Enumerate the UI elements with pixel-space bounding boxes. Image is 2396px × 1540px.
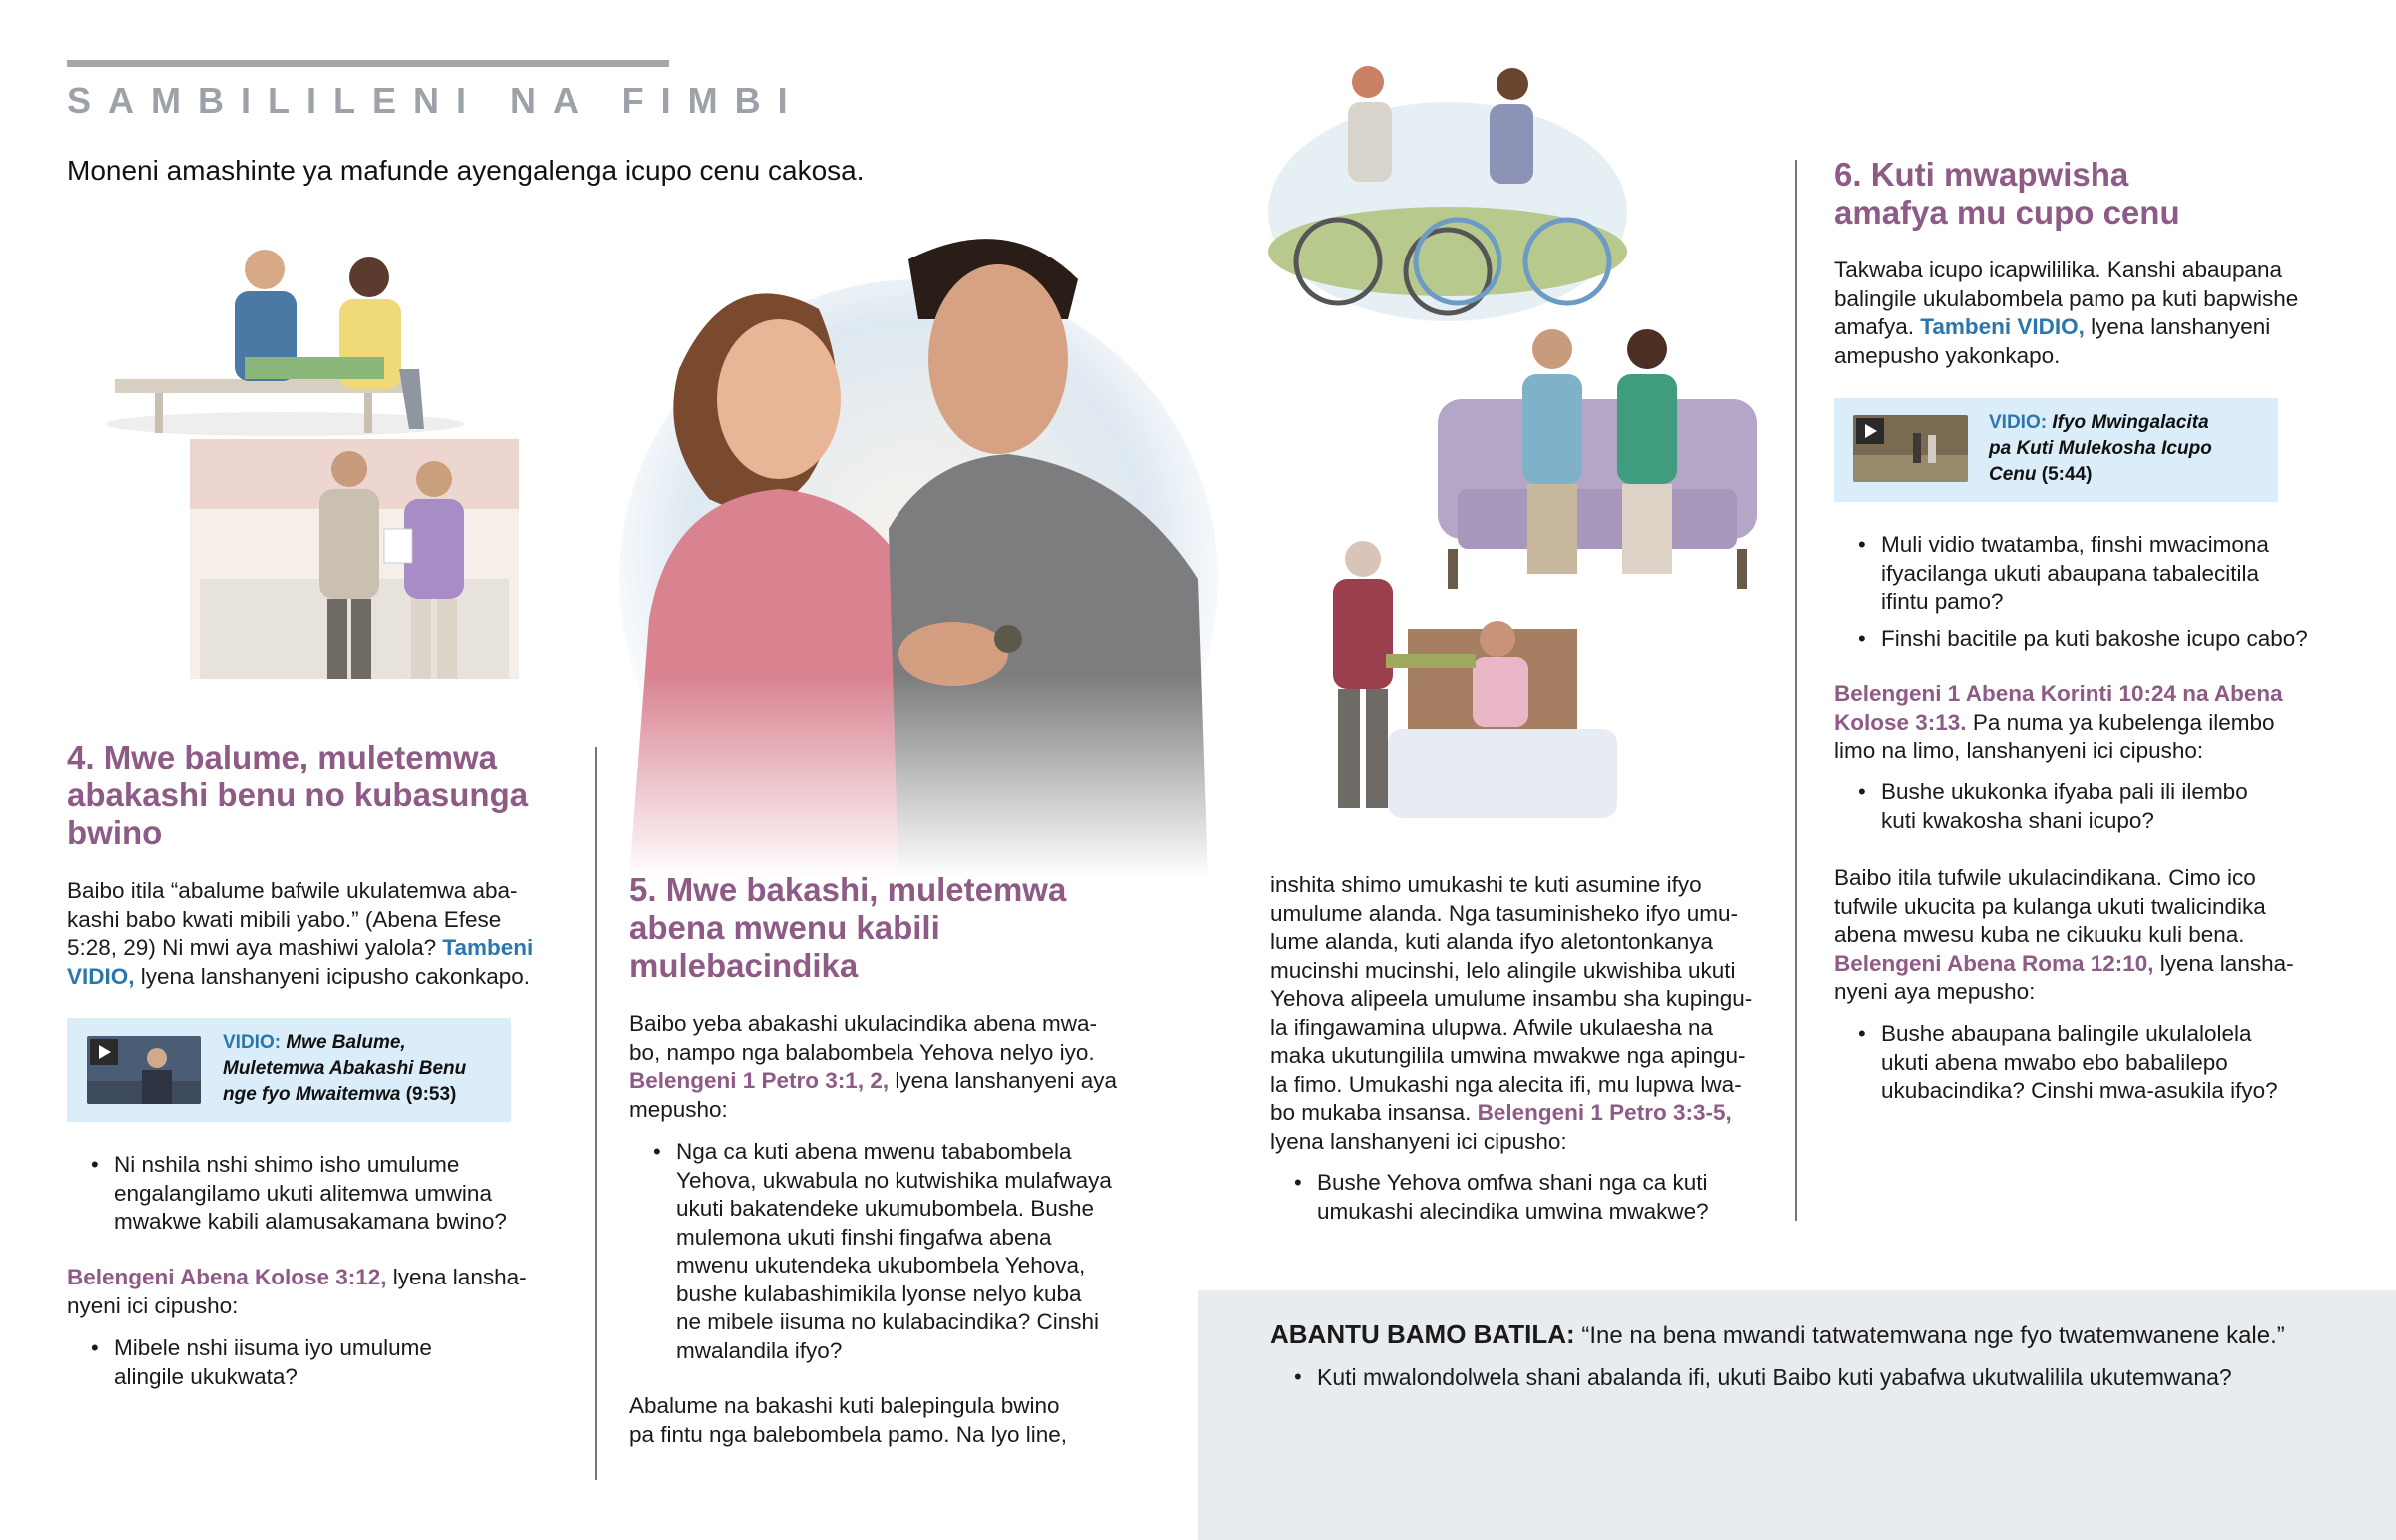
list-item: • Nga ca kuti abena mwenu tababombela Yehova, ukwabula no kutwishika mulafwaya ukuti bakatendeke ukumubombela. Bushe mulemona ukuti finshi fingafwa abena mwenu ukutendeka ukubombela Yehova, bushe kulabashimikila lyonse nelyo kuba ne mibele iisuma no kulabacindika? Cinshi mwalandila ifyo? (629, 1138, 1188, 1365)
list-item: • Bushe abaupana balingile ukulalolela ukuti abena mwabo ebo babalilepo ukubacindika? Cinshi mwa-asukila ifyo? (1834, 1020, 2393, 1106)
list-item: • Mibele nshi iisuma iyo umulume alingile ukukwata? (67, 1334, 586, 1391)
play-icon[interactable] (90, 1039, 118, 1065)
kicker-rule (67, 60, 669, 67)
section-6 (1834, 156, 2353, 232)
list-item: • Kuti mwalondolwela shani abalanda ifi, ukuti Baibo kuti yabafwa ukutwalilila ukutemwana? (1270, 1363, 2378, 1392)
section-4-paragraph: Baibo itila “abalume bafwile ukulatemwa aba- kashi babo kwati mibili yabo.” (Abena Efese 5:28, 29) Ni mwi aya mashiwi yalola? Tambeni VIDIO, lyena lanshanyeni icipusho cakonkapo. (67, 878, 534, 989)
section-6-reference: Belengeni 1 Abena Korinti 10:24 na Abena Kolose 3:13. Pa numa ya kubelenga ilembo limo na limo, lanshanyeni ici cipusho: (1834, 681, 2283, 763)
man-serving-sick-wife-illustration (1268, 539, 1617, 838)
list-item: • Ni nshila nshi shimo isho umulume engalangilamo ukuti alitemwa umwina mwakwe kabili alamusakamana bwino? (67, 1151, 586, 1237)
list-item: • Finshi bacitile pa kuti bakoshe icupo cabo? (1834, 625, 2393, 654)
section-5-bullets (629, 1138, 1188, 1365)
video-caption: VIDIO: Mwe Balume, Muletemwa Abakashi Benu nge fyo Mwaitemwa (9:53) (223, 1032, 467, 1105)
video-caption: VIDIO: Ifyo Mwingalacita pa Kuti Mulekosha Icupo Cenu (5:44) (1989, 412, 2212, 485)
video-link[interactable]: VIDIO, (67, 963, 135, 989)
video-card-balume[interactable] (67, 1018, 511, 1122)
section-4-heading: 4. Mwe balume, muletemwa abakashi benu no kubasunga bwino (67, 739, 529, 851)
couple-dishes-illustration (190, 439, 519, 679)
section-6-heading: 6. Kuti mwapwisha amafya mu cupo cenu (1834, 156, 2180, 231)
scripture-reference: Belengeni 1 Petro 3:3-5, (1477, 1100, 1732, 1125)
section-4-bullets-1 (67, 1151, 586, 1237)
couple-holding-hands-illustration (589, 200, 1238, 878)
section-5-heading: 5. Mwe bakashi, muletemwa abena mwenu kabili mulebacindika (629, 871, 1067, 984)
scripture-reference: Belengeni 1 Abena Korinti 10:24 na Abena (1834, 681, 2283, 706)
section-6-bullets-1 (1834, 531, 2393, 653)
list-item: • Bushe Yehova omfwa shani nga ca kuti umukashi alecindika umwina mwakwe? (1270, 1169, 1789, 1226)
section-5-continued-bullets (1270, 1169, 1789, 1226)
play-icon[interactable] (1856, 418, 1884, 444)
section-5 (629, 871, 1148, 985)
section-6-paragraph-2: Baibo itila tufwile ukulacindikana. Cimo ico tufwile ukucita pa kulanga ukuti twalicindika abena mwesu kuba ne cikuuku kuli bena. Belengeni Abena Roma 12:10, lyena lansha- nyeni aya mepusho: (1834, 865, 2294, 1004)
kicker-title: SAMBILILENI NA FIMBI (67, 80, 805, 121)
section-4 (67, 739, 586, 852)
column-divider (595, 747, 597, 1480)
couple-reading-illustration (95, 240, 474, 439)
video-thumbnail[interactable] (1853, 415, 1968, 482)
section-5-paragraph: Baibo yeba abakashi ukulacindika abena mwa- bo, nampo nga balabombela Yehova nelyo iyo. Belengeni 1 Petro 3:1, 2, lyena lanshanyeni aya mepusho: (629, 1011, 1118, 1122)
section-4-reference: Belengeni Abena Kolose 3:12, lyena lansha- nyeni ici cipusho: (67, 1265, 527, 1318)
abantu-quote: ABANTU BAMO BATILA: “Ine na bena mwandi tatwatemwana nge fyo twatemwanene kale.” (1270, 1319, 2285, 1349)
abantu-label: ABANTU BAMO BATILA: (1270, 1319, 1575, 1349)
section-5-continued: inshita shimo umukashi te kuti asumine ifyo umulume alanda. Nga tasuminisheko ifyo umu- lume alanda, kuti alanda ifyo aletontonkanya mucinshi mucinshi, lelo alingile ukwishiba ukuti Yehova alipeela umulume insambu sha kupingu- la ifingawamina ulupwa. Afwile ukulaesha na maka ukutungilila umwina mwakwe nga apingu- la fimo. Umukashi nga alecita ifi, mu lupwa lwa- bo mukaba insansa. Belengeni 1 Petro 3:3-5, lyena lanshanyeni ici cipusho: (1270, 872, 1753, 1154)
couple-cycling-illustration (1258, 62, 1637, 331)
tambeni-video-link[interactable]: Tambeni VIDIO, (1920, 314, 2085, 339)
section-6-bullets-2 (1834, 778, 2393, 835)
section-6-bullets-3 (1834, 1020, 2393, 1106)
tambeni-video-link[interactable]: Tambeni (442, 935, 534, 960)
column-divider (1795, 160, 1797, 1221)
section-4-bullets-2 (67, 1334, 586, 1391)
scripture-reference: Belengeni Abena Kolose 3:12, (67, 1265, 387, 1289)
list-item: • Bushe ukukonka ifyaba pali ili ilembo kuti kwakosha shani icupo? (1834, 778, 2393, 835)
abantu-bullets (1270, 1363, 2378, 1392)
intro-text: Moneni amashinte ya mafunde ayengalenga icupo cenu cakosa. (67, 155, 865, 186)
scripture-reference: Belengeni 1 Petro 3:1, 2, (629, 1068, 890, 1093)
list-item: • Muli vidio twatamba, finshi mwacimona ifyacilanga ukuti abaupana tabalecitila ifintu pamo? (1834, 531, 2393, 617)
video-card-icupo[interactable] (1834, 398, 2278, 502)
section-5-paragraph-2: Abalume na bakashi kuti balepingula bwino pa fintu nga balebombela pamo. Na lyo line, (629, 1393, 1068, 1447)
scripture-reference: Belengeni Abena Roma 12:10, (1834, 950, 2154, 976)
scripture-reference: Kolose 3:13. (1834, 709, 1967, 735)
section-6-paragraph: Takwaba icupo icapwililika. Kanshi abaupana balingile ukulabombela pamo pa kuti bapwishe amafya. Tambeni VIDIO, lyena lanshanyeni amepusho yakonkapo. (1834, 257, 2299, 368)
video-thumbnail[interactable] (87, 1036, 201, 1104)
